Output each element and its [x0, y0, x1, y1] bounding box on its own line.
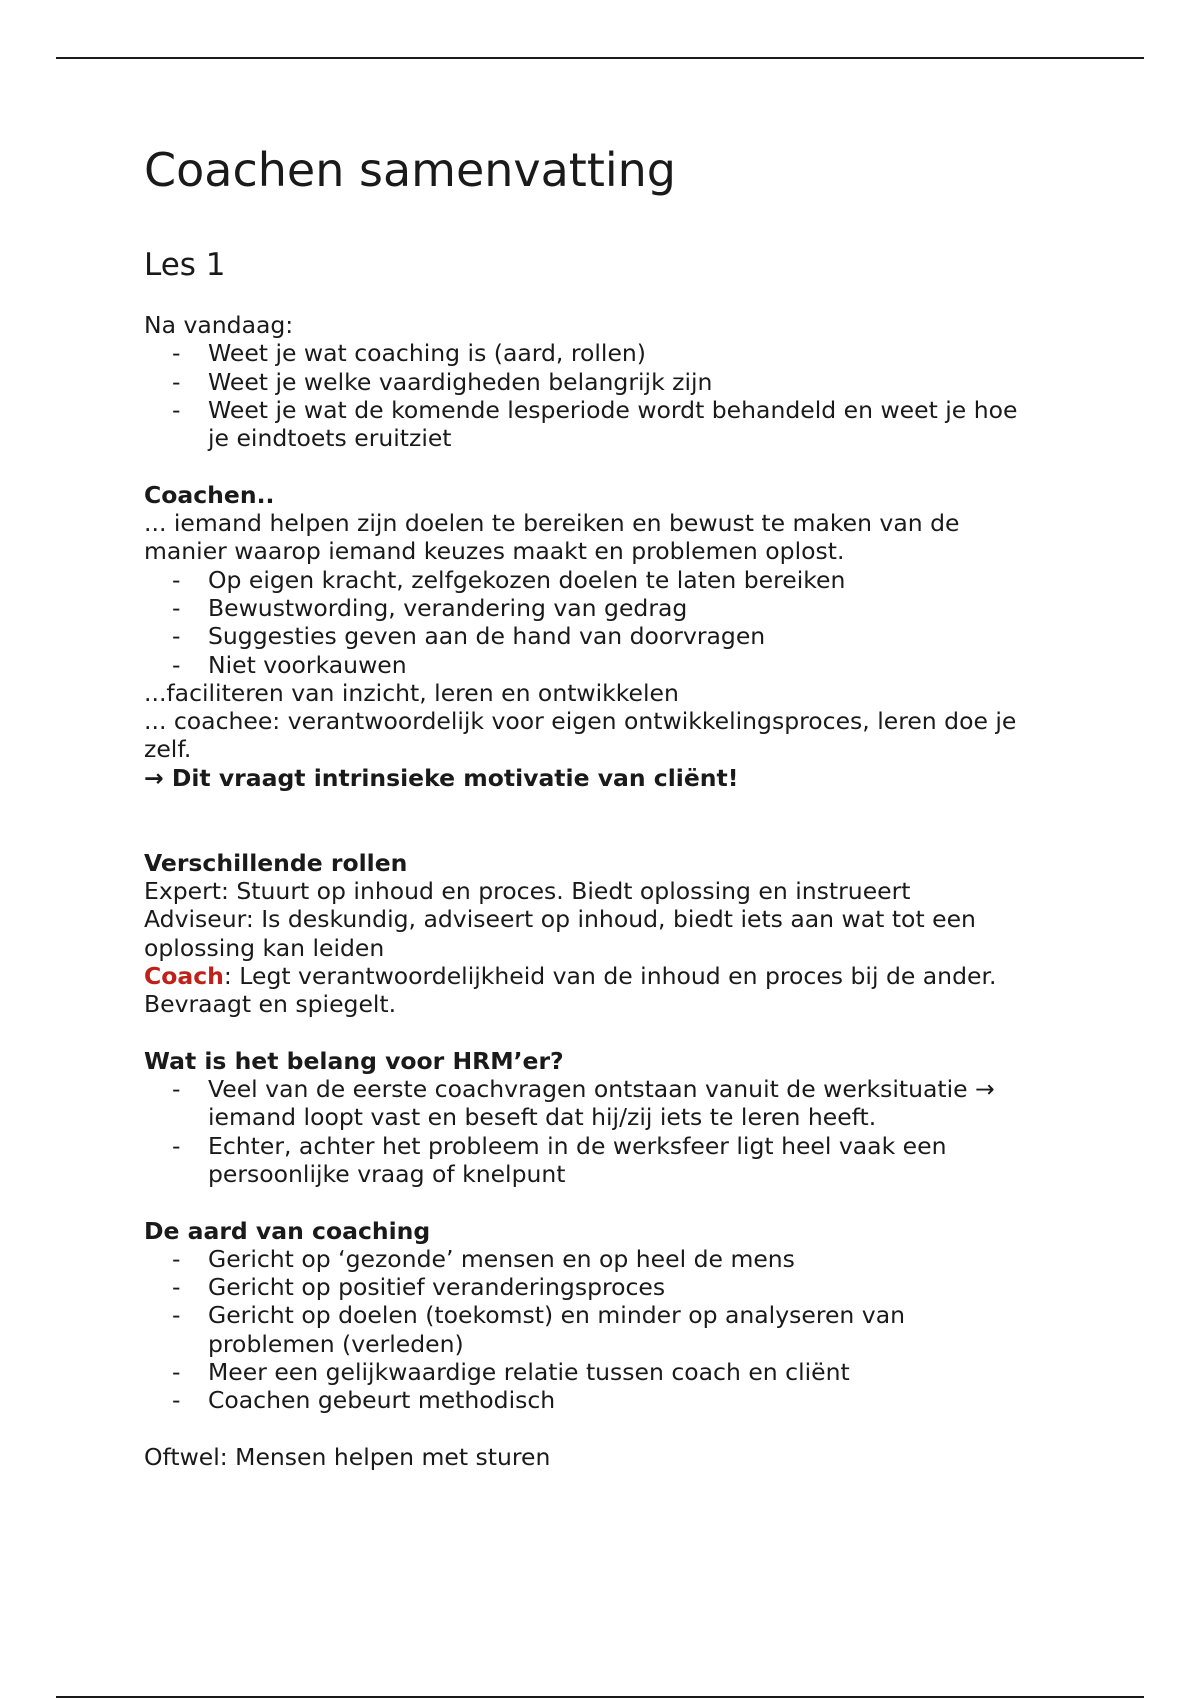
- paragraph-line: manier waarop iemand keuzes maakt en problemen oplost.: [144, 537, 845, 566]
- bottom-rule: [56, 1696, 1144, 1698]
- list-item: - Op eigen kracht, zelfgekozen doelen te laten bereiken: [172, 565, 846, 594]
- list-item: - Gericht op ‘gezonde’ mensen en op heel de mens: [172, 1244, 795, 1273]
- list-item: - Meer een gelijkwaardige relatie tussen coach en cliënt: [172, 1357, 850, 1386]
- list-item: - Suggesties geven aan de hand van doorvragen: [172, 622, 766, 651]
- list-item: - Weet je wat de komende lesperiode wordt behandeld en weet je hoe: [172, 395, 1018, 424]
- paragraph-line: Bevraagt en spiegelt.: [144, 990, 397, 1019]
- paragraph-line: zelf.: [144, 735, 192, 764]
- closing-line: Oftwel: Mensen helpen met sturen: [144, 1442, 551, 1471]
- paragraph-line: ... iemand helpen zijn doelen te bereiken en bewust te maken van de: [144, 509, 960, 538]
- paragraph-line: Expert: Stuurt op inhoud en proces. Biedt oplossing en instrueert: [144, 876, 911, 905]
- coach-label: Coach: [144, 961, 224, 990]
- paragraph-line: Adviseur: Is deskundig, adviseert op inhoud, biedt iets aan wat tot een: [144, 905, 976, 934]
- list-item: - Bewustwording, verandering van gedrag: [172, 593, 688, 622]
- coach-role-line: Coach: Legt verantwoordelijkheid van de inhoud en proces bij de ander.: [144, 961, 997, 990]
- paragraph-line: oplossing kan leiden: [144, 933, 385, 962]
- list-item-continuation: problemen (verleden): [208, 1329, 464, 1358]
- list-item-continuation: persoonlijke vraag of knelpunt: [208, 1159, 566, 1188]
- list-item: - Veel van de eerste coachvragen ontstaan vanuit de werksituatie →: [172, 1075, 995, 1104]
- list-item: - Weet je welke vaardigheden belangrijk zijn: [172, 367, 713, 396]
- list-item: - Coachen gebeurt methodisch: [172, 1386, 556, 1415]
- list-item: - Weet je wat coaching is (aard, rollen): [172, 339, 646, 368]
- paragraph-line: ...faciliteren van inzicht, leren en ontwikkelen: [144, 678, 679, 707]
- lesson-heading: Les 1: [144, 247, 226, 283]
- document-title: Coachen samenvatting: [144, 143, 677, 197]
- list-item: - Echter, achter het probleem in de werksfeer ligt heel vaak een: [172, 1131, 947, 1160]
- intro-heading: Na vandaag:: [144, 311, 294, 339]
- emphasis-line: → Dit vraagt intrinsieke motivatie van cliënt!: [144, 763, 739, 792]
- list-item: - Niet voorkauwen: [172, 650, 407, 679]
- list-item-continuation: iemand loopt vast en beseft dat hij/zij iets te leren heeft.: [208, 1103, 877, 1132]
- section-heading-belang: Wat is het belang voor HRM’er?: [144, 1046, 564, 1075]
- paragraph-line: ... coachee: verantwoordelijk voor eigen ontwikkelingsproces, leren doe je: [144, 707, 1017, 736]
- list-item: - Gericht op doelen (toekomst) en minder op analyseren van: [172, 1301, 905, 1330]
- section-heading-rollen: Verschillende rollen: [144, 848, 408, 877]
- document-body: [144, 311, 1064, 1471]
- section-heading-aard: De aard van coaching: [144, 1216, 431, 1245]
- top-rule: [56, 57, 1144, 59]
- list-item-continuation: je eindtoets eruitziet: [208, 424, 452, 453]
- section-heading-coachen: Coachen..: [144, 480, 275, 509]
- list-item: - Gericht op positief veranderingsproces: [172, 1273, 666, 1302]
